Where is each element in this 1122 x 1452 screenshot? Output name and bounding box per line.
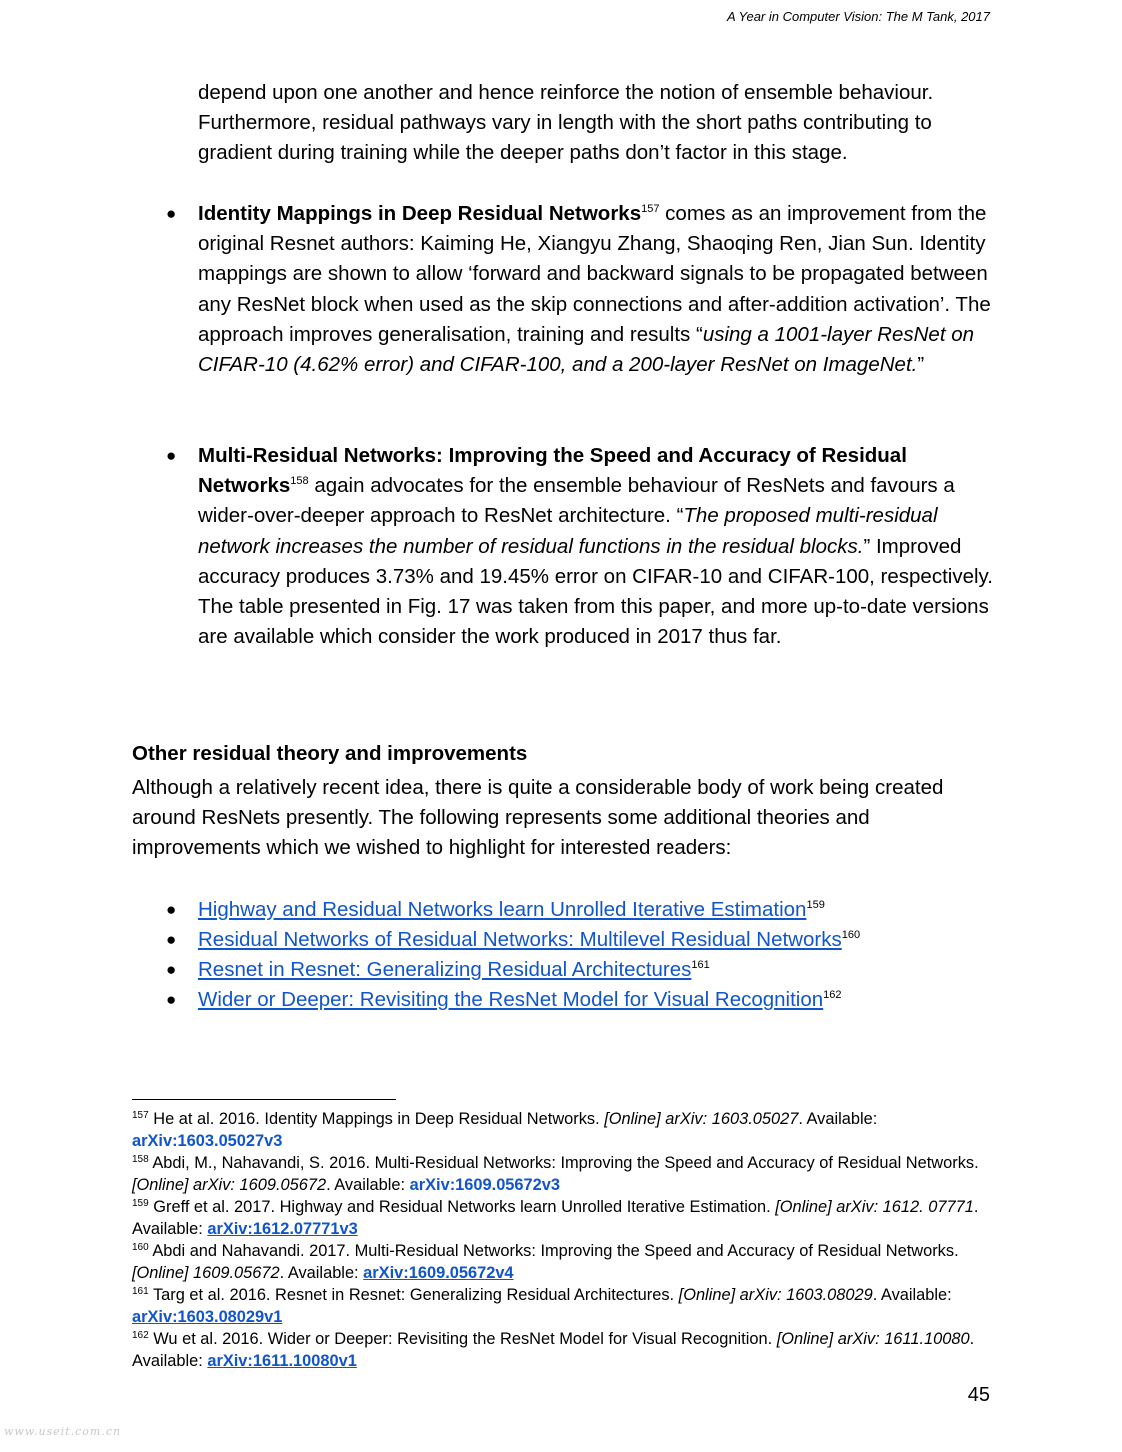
footnote [132,1152,982,1196]
footnote-source: [Online] 1609.05672 [132,1264,280,1282]
bullet-title: Multi-Residual Networks: Improving the Speed and Accuracy of Residual Networks [198,444,907,498]
footnote-text: Abdi, M., Nahavandi, S. 2016. Multi-Residual Networks: Improving the Speed and Accuracy of Residual Networks. [148,1154,979,1172]
footnote-number: 157 [132,1110,149,1121]
bullet-icon: ● [166,960,177,979]
bullet-icon: ● [166,204,177,223]
paper-link[interactable]: Resnet in Resnet: Generalizing Residual Architectures [198,958,692,981]
footnote-source: [Online] arXiv: 1603.05027 [604,1110,799,1128]
footnote-available: . Available: [872,1286,952,1304]
section-heading: Other residual theory and improvements [132,742,528,765]
list-item [0,925,1000,955]
bullet-text-end: ” Improved accuracy produces 3.73% and 19.45% error on CIFAR-10 and CIFAR-100, respectively. The table presented in Fig. 17 was taken from this paper, and more up-to-date versions are available which consider the work produced in 2017 thus far. [198,534,993,649]
footnote-number: 158 [132,1154,149,1165]
bullet-text-end: ” [917,353,925,377]
arxiv-link[interactable]: arXiv:1603.05027v3 [132,1132,283,1150]
footnote-text: Wu et al. 2016. Wider or Deeper: Revisiting the ResNet Model for Visual Recognition. [148,1330,777,1348]
paper-link[interactable]: Highway and Residual Networks learn Unrolled Iterative Estimation [198,898,807,921]
footnote-source: [Online] arXiv: 1609.05672 [132,1176,327,1194]
footnote-number: 161 [132,1286,149,1297]
list-item [0,985,1000,1015]
footnote-ref[interactable]: 159 [806,899,825,911]
footnote-available: . Available: [798,1110,878,1128]
footnote-available: . Available: [326,1176,410,1194]
footnote [132,1328,982,1372]
footnote-text: Greff et al. 2017. Highway and Residual Networks learn Unrolled Iterative Estimation. [148,1198,776,1216]
footnote-text: Abdi and Nahavandi. 2017. Multi-Residual Networks: Improving the Speed and Accuracy of Residual Networks. [148,1242,959,1260]
footnote-number: 162 [132,1330,149,1341]
footnotes [132,1108,982,1372]
bullet-title: Identity Mappings in Deep Residual Networks [198,202,642,225]
footnote-divider [132,1099,396,1100]
bullet-text: comes as an improvement from the original Resnet authors: Kaiming He, Xiangyu Zhang, Shaoqing Ren, Jian Sun. Identity mappings are shown to allow ‘forward and backward signals to be propagated between any ResNet block when used as the skip connections and after-addition activation’. The approach improves generalisation, training and results “ [198,202,991,346]
footnote [132,1284,982,1328]
footnote-ref[interactable]: 158 [290,475,309,488]
arxiv-link[interactable]: arXiv:1609.05672v4 [363,1264,514,1282]
footnote-ref[interactable]: 160 [841,929,861,941]
bullet-icon: ● [166,930,177,949]
footnote [132,1196,982,1240]
bullet-quote: The proposed multi-residual network increases the number of residual functions in the residual blocks. [198,504,938,558]
paper-link[interactable]: Residual Networks of Residual Networks: Multilevel Residual Networks [198,928,842,951]
bullet-icon: ● [166,900,177,919]
footnote-ref[interactable]: 162 [823,989,842,1001]
bullet-icon: ● [166,990,177,1009]
footnote-text: He at al. 2016. Identity Mappings in Deep Residual Networks. [148,1110,605,1128]
footnote-ref[interactable]: 161 [691,959,710,971]
paper-link[interactable]: Wider or Deeper: Revisiting the ResNet Model for Visual Recognition [198,988,824,1011]
footnote-ref[interactable]: 157 [641,203,660,215]
list-item [0,895,1000,925]
arxiv-link[interactable]: arXiv:1603.08029v1 [132,1308,283,1326]
running-header: A Year in Computer Vision: The M Tank, 2017 [726,9,990,24]
bullet-icon: ● [166,446,177,465]
footnote-available: . Available: [132,1198,979,1238]
bullet-paragraph-identity-mappings [198,199,998,380]
footnote [132,1108,982,1152]
footnote-source: [Online] arXiv: 1603.08029 [678,1286,873,1304]
footnote-available: . Available: [132,1330,975,1370]
page-number: 45 [967,1384,990,1406]
section-intro: Although a relatively recent idea, there is quite a considerable body of work being created around ResNets presently. The following represents some additional theories and improvements which we wished to highlight for interested readers: [132,776,944,860]
footnote-source: [Online] arXiv: 1611.10080 [776,1330,970,1348]
arxiv-link[interactable]: arXiv:1612.07771v3 [207,1220,358,1238]
continuation-paragraph: depend upon one another and hence reinforce the notion of ensemble behaviour. Furthermore, residual pathways vary in length with the short paths contributing to gradient during training while the deeper paths don’t factor in this stage. [198,81,934,165]
footnote-text: Targ et al. 2016. Resnet in Resnet: Generalizing Residual Architectures. [148,1286,679,1304]
footnote-number: 160 [132,1242,149,1253]
footnote-number: 159 [132,1198,149,1209]
bullet-text: again advocates for the ensemble behaviour of ResNets and favours a wider-over-deeper approach to ResNet architecture. “ [198,474,955,528]
watermark: www.useit.com.cn [4,1425,122,1438]
footnote-available: . Available: [279,1264,364,1282]
footnote-source: [Online] arXiv: 1612. 07771 [775,1198,974,1216]
arxiv-link[interactable]: arXiv:1609.05672v3 [409,1176,561,1194]
bullet-paragraph-multi-residual [198,441,998,652]
arxiv-link[interactable]: arXiv:1611.10080v1 [207,1352,357,1370]
footnote [132,1240,982,1284]
list-item [0,955,1000,985]
bullet-quote: using a 1001-layer ResNet on CIFAR-10 (4.62% error) and CIFAR-100, and a 200-layer ResNet on ImageNet. [198,322,975,377]
